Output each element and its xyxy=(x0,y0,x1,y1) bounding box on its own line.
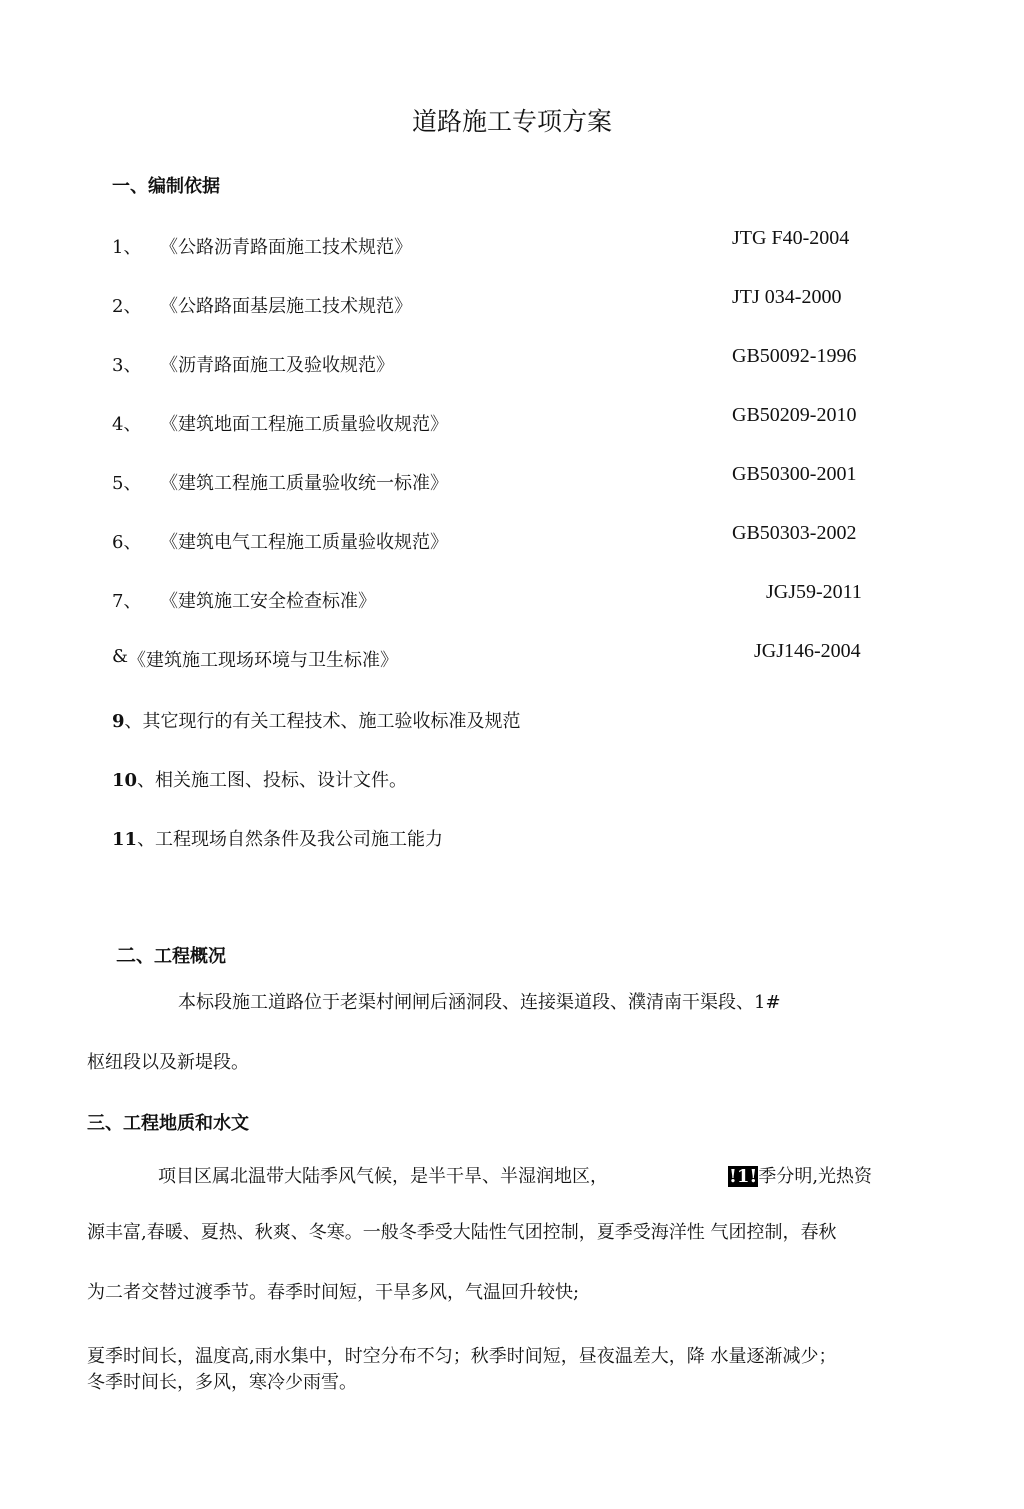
ref-code: GB50209-2010 xyxy=(732,404,857,426)
section-1-heading: 一、编制依据 xyxy=(112,176,220,197)
ref-title: 《沥青路面施工及验收规范》 xyxy=(160,355,394,376)
paragraph-line: 为二者交替过渡季节。春季时间短，干旱多风，气温回升较快; xyxy=(87,1282,580,1303)
ref-code: GB50092-1996 xyxy=(732,345,857,367)
section-2-heading-num: 二 xyxy=(116,943,136,967)
paragraph-line: 项目区属北温带大陆季风气候，是半干旱、半湿润地区， xyxy=(158,1166,608,1187)
ocr-artifact-mark: !1! xyxy=(729,1166,758,1187)
ref-title: 《建筑地面工程施工质量验收规范》 xyxy=(160,414,448,435)
ref-code: JGJ146-2004 xyxy=(754,640,861,662)
ref-code: JTJ 034-2000 xyxy=(732,286,842,308)
paragraph-line: 冬季时间长，多风，寒冷少雨雪。 xyxy=(87,1372,357,1393)
ref-code: JGJ59-2011 xyxy=(766,581,862,603)
ref-title: 《建筑电气工程施工质量验收规范》 xyxy=(160,532,448,553)
list-item-text: 、工程现场自然条件及我公司施工能力 xyxy=(137,829,444,850)
paragraph-line: 源丰富,春暖、夏热、秋爽、冬寒。一般冬季受大陆性气团控制，夏季受海洋性 气团控制，春秋 xyxy=(87,1222,837,1243)
list-item xyxy=(112,766,407,792)
ref-title: 《公路路面基层施工技术规范》 xyxy=(160,296,412,317)
ref-code: JTG F40-2004 xyxy=(732,227,850,249)
paragraph-line xyxy=(728,1162,872,1188)
ref-number: 1、 xyxy=(112,237,142,258)
ref-code: GB50300-2001 xyxy=(732,463,857,485)
ref-number: & xyxy=(112,646,129,667)
ref-code: GB50303-2002 xyxy=(732,522,857,544)
list-item-text: 、相关施工图、投标、设计文件。 xyxy=(137,770,408,791)
paragraph-line: 本标段施工道路位于老渠村闸闸后涵洞段、连接渠道段、濮清南干渠段、1# xyxy=(178,992,781,1013)
list-item-number: 9 xyxy=(112,711,125,732)
document-title: 道路施工专项方案 xyxy=(411,107,612,136)
ref-title: 《公路沥青路面施工技术规范》 xyxy=(160,237,412,258)
paragraph-text: 季分明,光热资 xyxy=(758,1166,873,1187)
paragraph-line: 枢纽段以及新堤段。 xyxy=(87,1052,249,1073)
ref-number: 4、 xyxy=(112,414,142,435)
paragraph-line: 夏季时间长，温度高,雨水集中，时空分布不匀；秋季时间短，昼夜温差大，降 水量逐渐减少； xyxy=(87,1346,837,1367)
section-2-heading-text: 、工程概况 xyxy=(136,946,226,967)
ref-number: 5、 xyxy=(112,473,142,494)
section-2-heading xyxy=(116,939,226,968)
ref-title: 《建筑工程施工质量验收统一标准》 xyxy=(160,473,448,494)
list-item xyxy=(112,707,521,733)
ref-number: 7、 xyxy=(112,591,142,612)
list-item xyxy=(112,825,443,851)
ref-number: 6、 xyxy=(112,532,142,553)
list-item-text: 、其它现行的有关工程技术、施工验收标准及规范 xyxy=(124,711,521,732)
list-item-number: 10 xyxy=(112,770,138,791)
ref-number: 3、 xyxy=(112,355,142,376)
section-3-heading: 三、工程地质和水文 xyxy=(87,1113,249,1134)
list-item-number: 11 xyxy=(112,829,138,850)
ref-title: 《建筑施工安全检查标准》 xyxy=(160,591,376,612)
ref-number: 2、 xyxy=(112,296,142,317)
ref-title: 《建筑施工现场环境与卫生标准》 xyxy=(128,650,398,671)
